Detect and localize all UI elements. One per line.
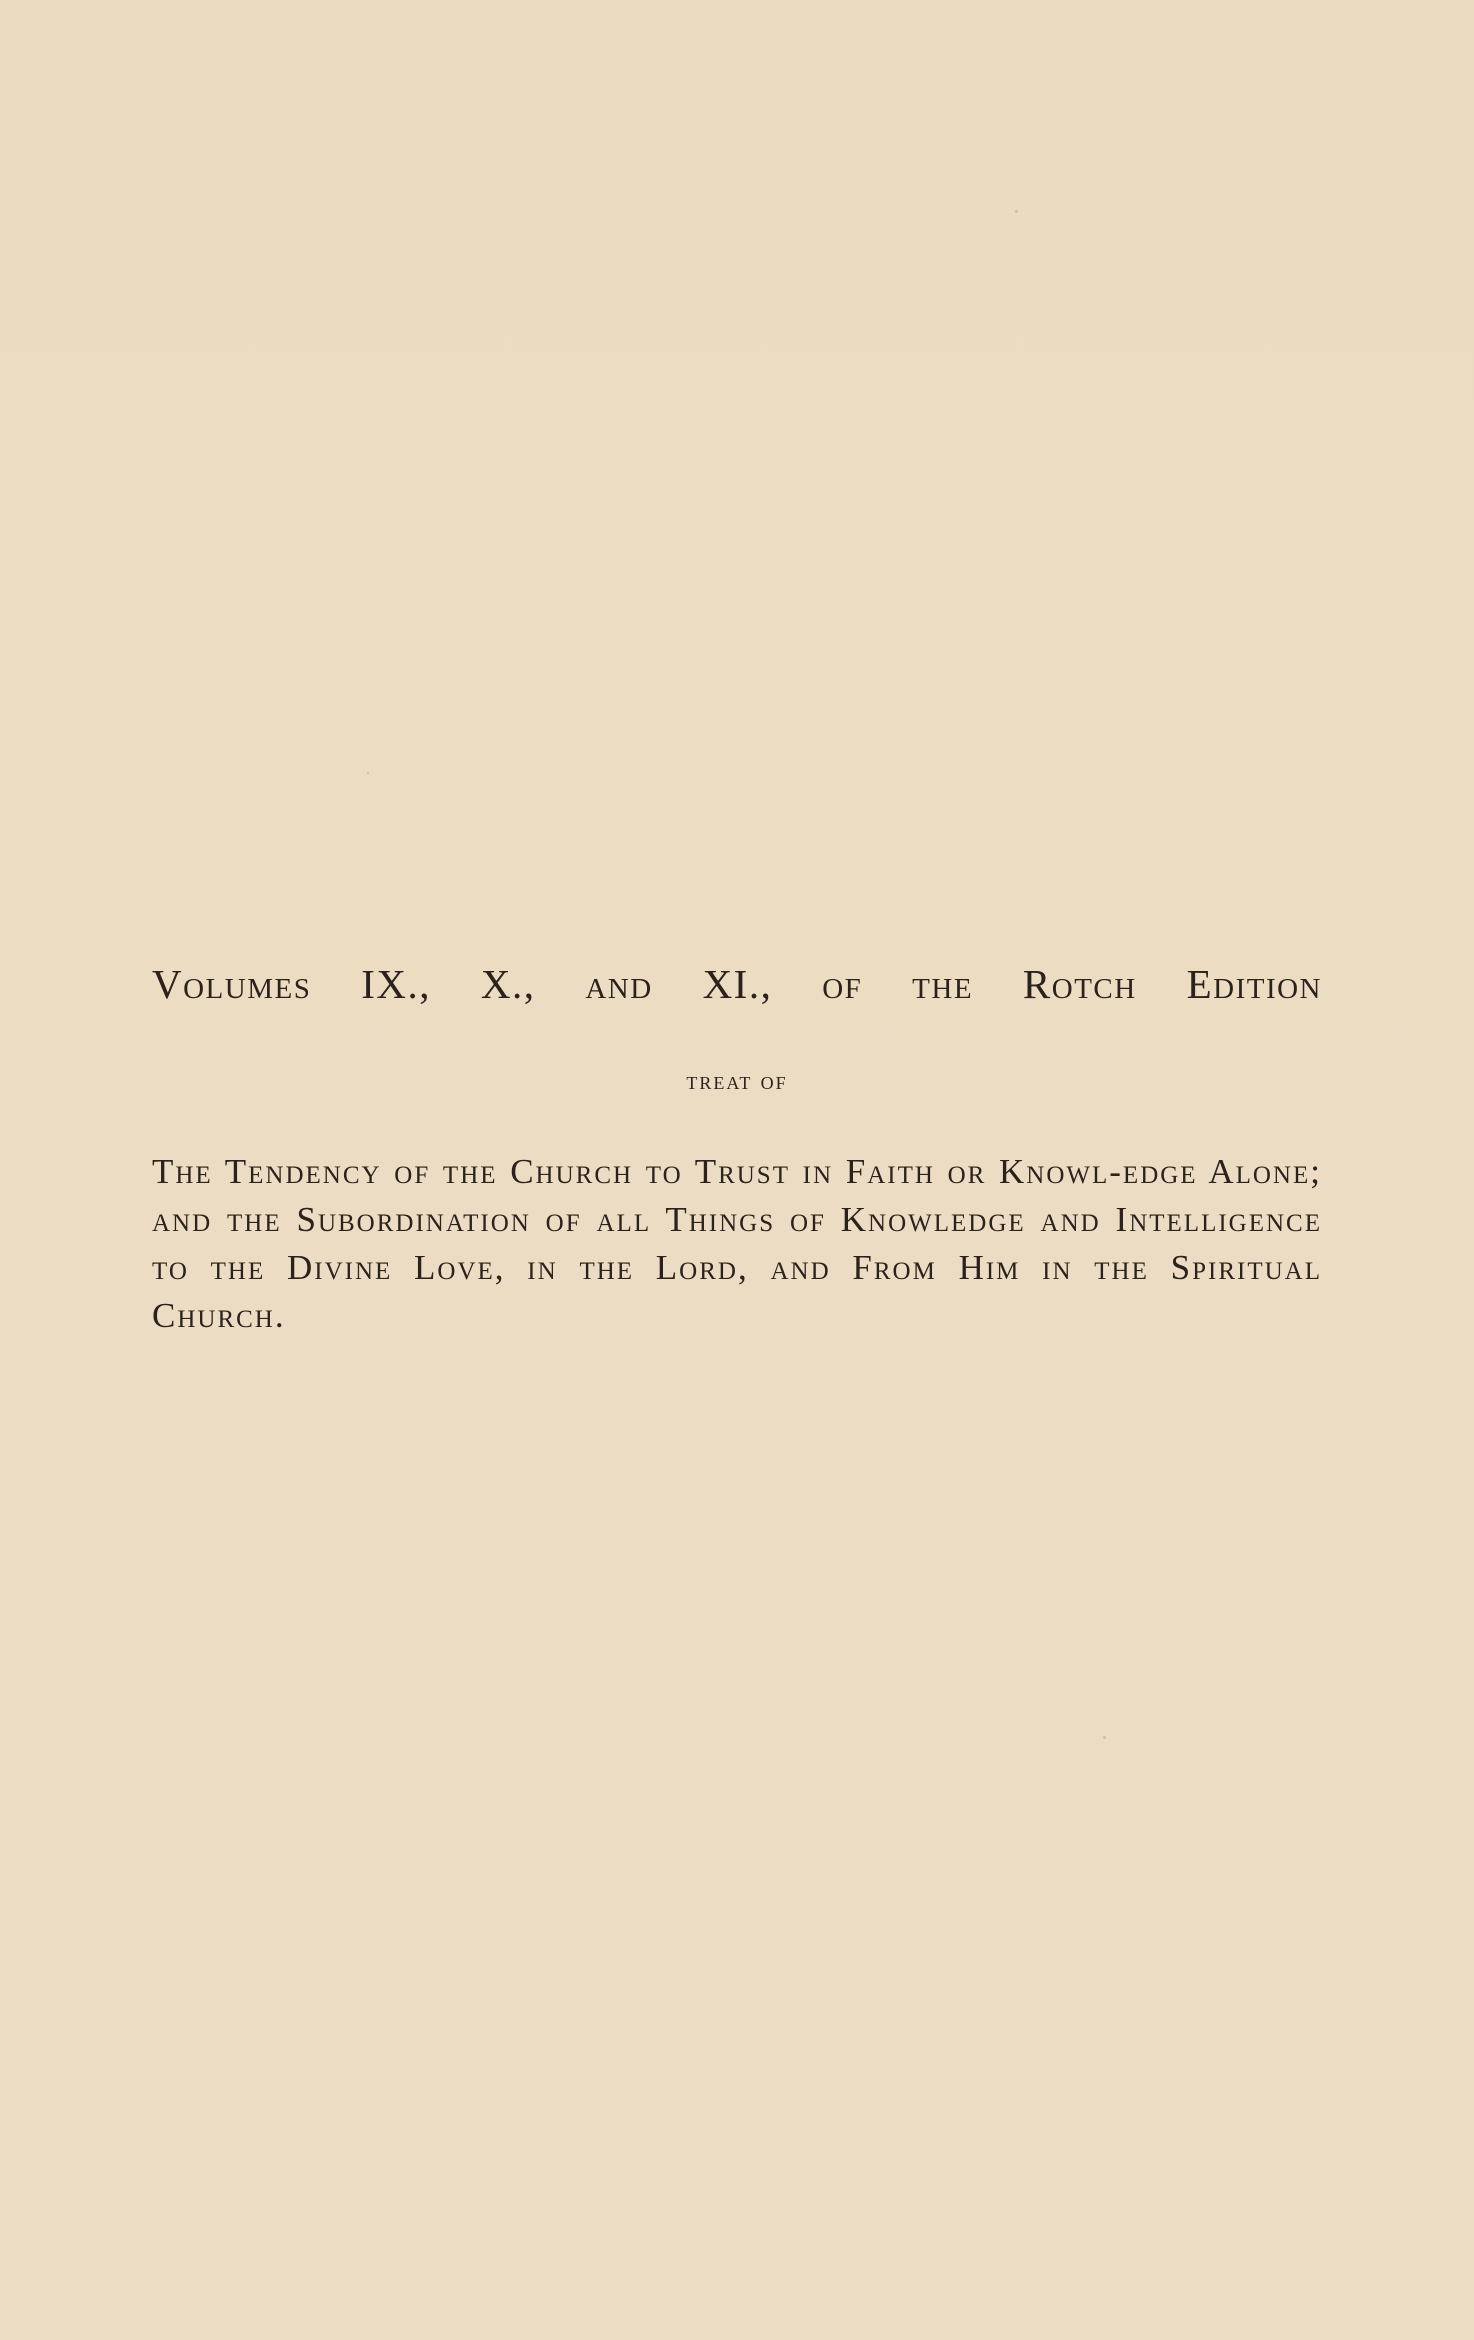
page-title: Volumes IX., X., and XI., of the Rotch Edition [152, 961, 1322, 1007]
paper-speck [1103, 1736, 1106, 1739]
description-paragraph: The Tendency of the Church to Trust in Faith or Knowl-edge Alone; and the Subordination of all Things of Knowledge and Intelligence to the Divine Love, in the Lord, and From Him in the Spiritual Church. [152, 1152, 1322, 1335]
paper-speck [1015, 210, 1018, 213]
subtitle: treat of [686, 1068, 788, 1095]
paper-speck [367, 772, 369, 774]
